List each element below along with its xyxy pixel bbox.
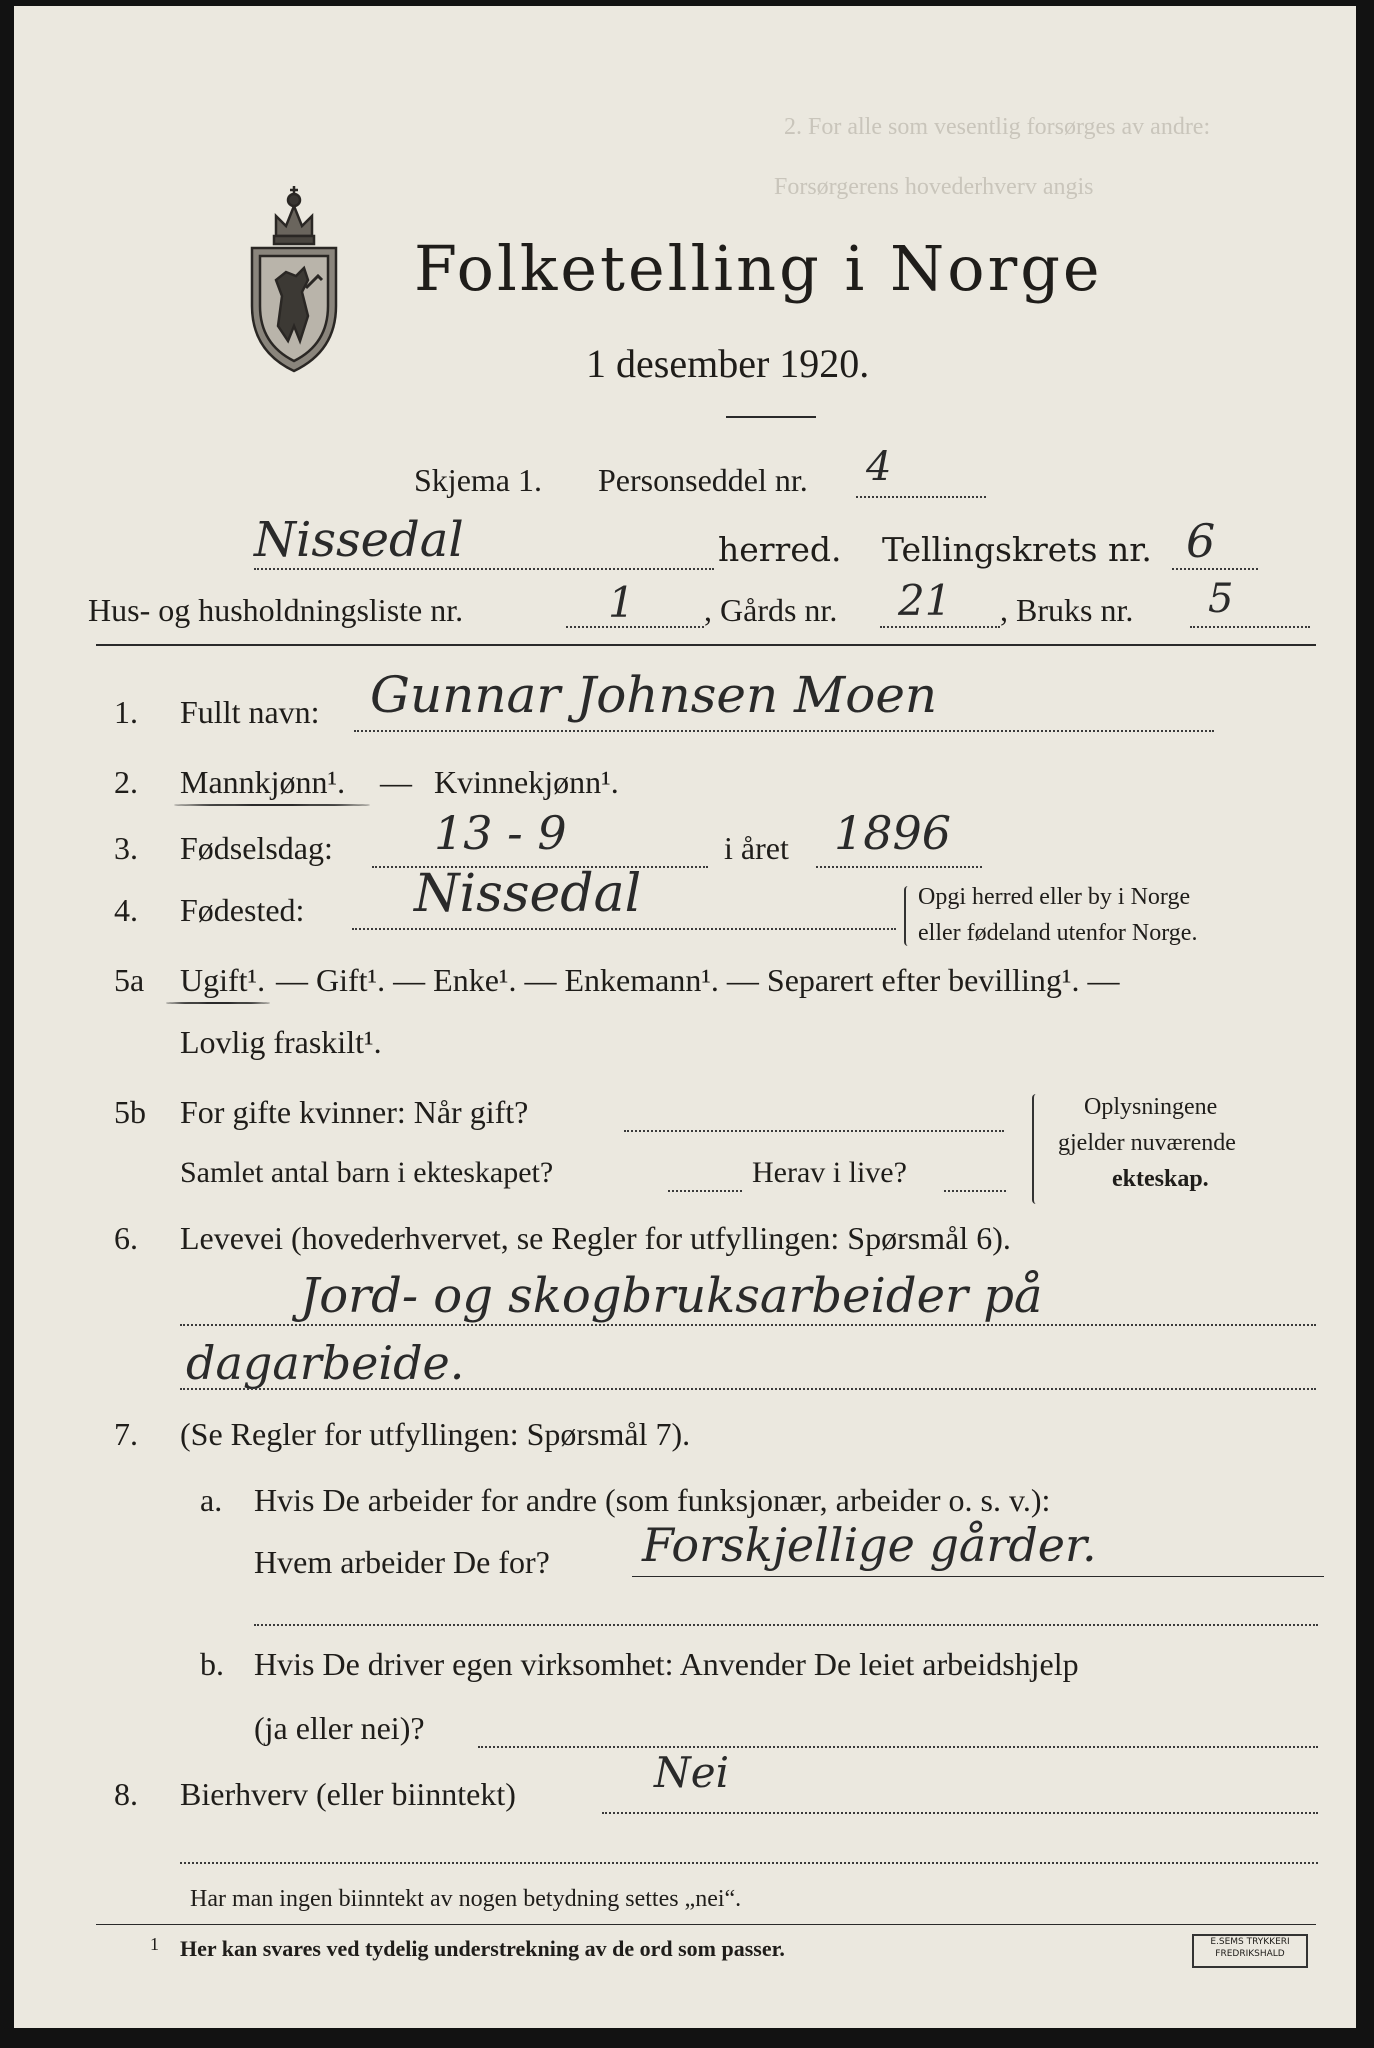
q5b-live-field-line bbox=[944, 1190, 1006, 1192]
q7a-value: Forskjellige gårder. bbox=[642, 1518, 1097, 1572]
q5b-note-3: ekteskap. bbox=[1112, 1166, 1209, 1192]
q4-note-1: Opgi herred eller by i Norge bbox=[918, 884, 1191, 910]
q8-label: Bierhverv (eller biinntekt) bbox=[180, 1776, 516, 1812]
footnote-mark: 1 bbox=[150, 1934, 159, 1954]
gards-label: , Gårds nr. bbox=[704, 592, 838, 628]
printer-stamp-line-1: E.SEMS TRYKKERI bbox=[1210, 1937, 1290, 1947]
footnote-text: Her kan svares ved tydelig understrekning av de ord som passer. bbox=[180, 1936, 785, 1961]
q8-value: Nei bbox=[654, 1748, 730, 1797]
title-rule bbox=[726, 416, 816, 418]
q7a-field-line bbox=[632, 1576, 1324, 1577]
q6-label: Levevei (hovederhvervet, se Regler for utfyllingen: Spørsmål 6). bbox=[180, 1220, 1011, 1256]
q5b-line2b: Herav i live? bbox=[752, 1156, 907, 1189]
q1-label: Fullt navn: bbox=[180, 694, 320, 730]
q7a-line1: Hvis De arbeider for andre (som funksjonær, arbeider o. s. v.): bbox=[254, 1482, 1051, 1518]
q3-label: Fødselsdag: bbox=[180, 830, 333, 866]
q5a-ugift-underline bbox=[166, 1002, 270, 1004]
form-title: Folketelling i Norge bbox=[414, 232, 1103, 305]
q6-value-1: Jord- og skogbruksarbeider på bbox=[300, 1268, 1043, 1324]
personseddel-field-line bbox=[856, 496, 986, 498]
bruks-value: 5 bbox=[1208, 576, 1234, 622]
q5b-line1: For gifte kvinner: Når gift? bbox=[180, 1094, 529, 1130]
q3-year: 1896 bbox=[834, 806, 952, 860]
q3-number: 3. bbox=[114, 830, 138, 866]
q2-kvinne: Kvinnekjønn¹. bbox=[434, 764, 619, 800]
gards-field-line bbox=[880, 626, 1000, 628]
printer-stamp-line-2: FREDRIKSHALD bbox=[1215, 1949, 1285, 1959]
q2-mann: Mannkjønn¹. bbox=[180, 764, 346, 800]
q6-field-line-1 bbox=[180, 1324, 1316, 1326]
q4-field-line bbox=[352, 928, 896, 930]
q2-number: 2. bbox=[114, 764, 138, 800]
coat-of-arms-icon bbox=[246, 176, 342, 376]
q6-value-2: dagarbeide. bbox=[186, 1336, 465, 1390]
tellingskrets-value: 6 bbox=[1186, 514, 1216, 568]
printer-stamp bbox=[1192, 1934, 1308, 1968]
bruks-label: , Bruks nr. bbox=[1000, 592, 1134, 628]
footer-divider bbox=[96, 1924, 1316, 1925]
q1-value: Gunnar Johnsen Moen bbox=[370, 666, 938, 724]
q4-brace bbox=[904, 886, 912, 946]
q5b-number: 5b bbox=[114, 1094, 146, 1130]
q5a-options: — Gift¹. — Enke¹. — Enkemann¹. — Separert efter bevilling¹. — bbox=[276, 962, 1120, 998]
hus-value: 1 bbox=[608, 578, 635, 627]
q5b-barn-field-line bbox=[668, 1190, 742, 1192]
q5a-ugift: Ugift¹. bbox=[180, 962, 266, 998]
herred-label: herred. bbox=[718, 530, 842, 569]
hus-label: Hus- og husholdningsliste nr. bbox=[88, 592, 464, 628]
q2-mann-underline bbox=[174, 804, 370, 806]
tellingskrets-field-line bbox=[1172, 568, 1258, 570]
q4-label: Fødested: bbox=[180, 892, 305, 928]
q6-number: 6. bbox=[114, 1220, 138, 1256]
tellingskrets-label: Tellingskrets nr. bbox=[882, 530, 1152, 569]
q3-year-field-line bbox=[816, 866, 982, 868]
q5b-brace bbox=[1032, 1094, 1040, 1204]
q5a-line2: Lovlig fraskilt¹. bbox=[180, 1024, 382, 1060]
q4-number: 4. bbox=[114, 892, 138, 928]
q5b-note-1: Oplysningene bbox=[1084, 1094, 1218, 1120]
q5a-number: 5a bbox=[114, 962, 145, 998]
herred-field-line bbox=[254, 568, 714, 570]
q7b-field-line bbox=[478, 1746, 1318, 1748]
personseddel-value: 4 bbox=[866, 444, 892, 490]
q4-value: Nissedal bbox=[414, 864, 642, 924]
bleed-text-1: 2. For alle som vesentlig forsørges av andre: bbox=[784, 114, 1211, 140]
personseddel-label: Personseddel nr. bbox=[598, 462, 808, 498]
q5b-line2a: Samlet antal barn i ekteskapet? bbox=[180, 1156, 554, 1189]
q8-extra-line bbox=[180, 1862, 1318, 1864]
q7a-letter: a. bbox=[200, 1482, 223, 1518]
q1-number: 1. bbox=[114, 694, 138, 730]
hus-field-line bbox=[566, 626, 704, 628]
q2-separator: — bbox=[380, 764, 412, 800]
form-date: 1 desember 1920. bbox=[586, 341, 870, 386]
bleed-text-2: Forsørgerens hovederhverv angis bbox=[774, 174, 1094, 200]
q4-note-2: eller fødeland utenfor Norge. bbox=[918, 920, 1198, 946]
herred-value: Nissedal bbox=[254, 512, 464, 568]
q7b-letter: b. bbox=[200, 1646, 224, 1682]
q6-field-line-2 bbox=[180, 1388, 1316, 1390]
q8-number: 8. bbox=[114, 1776, 138, 1812]
q5b-gift-field-line bbox=[624, 1130, 1004, 1132]
bruks-field-line bbox=[1190, 626, 1310, 628]
q7-number: 7. bbox=[114, 1416, 138, 1452]
schema-label: Skjema 1. bbox=[414, 462, 542, 498]
footer-note: Har man ingen biinntekt av nogen betydning settes „nei“. bbox=[190, 1886, 742, 1912]
q7b-line2: (ja eller nei)? bbox=[254, 1710, 425, 1746]
q3-aaret-label: i året bbox=[724, 830, 789, 866]
q1-field-line bbox=[354, 730, 1214, 732]
gards-value: 21 bbox=[898, 576, 952, 625]
header-divider bbox=[96, 644, 1316, 646]
q3-value: 13 - 9 bbox=[434, 806, 567, 860]
q5b-note-2: gjelder nuværende bbox=[1058, 1130, 1236, 1156]
q7a-line2: Hvem arbeider De for? bbox=[254, 1544, 550, 1580]
q7b-line1: Hvis De driver egen virksomhet: Anvender De leiet arbeidshjelp bbox=[254, 1646, 1079, 1682]
census-form bbox=[14, 6, 1356, 2028]
q7a-extra-line bbox=[254, 1624, 1318, 1626]
q7-label: (Se Regler for utfyllingen: Spørsmål 7). bbox=[180, 1416, 691, 1452]
q8-field-line bbox=[602, 1812, 1318, 1814]
